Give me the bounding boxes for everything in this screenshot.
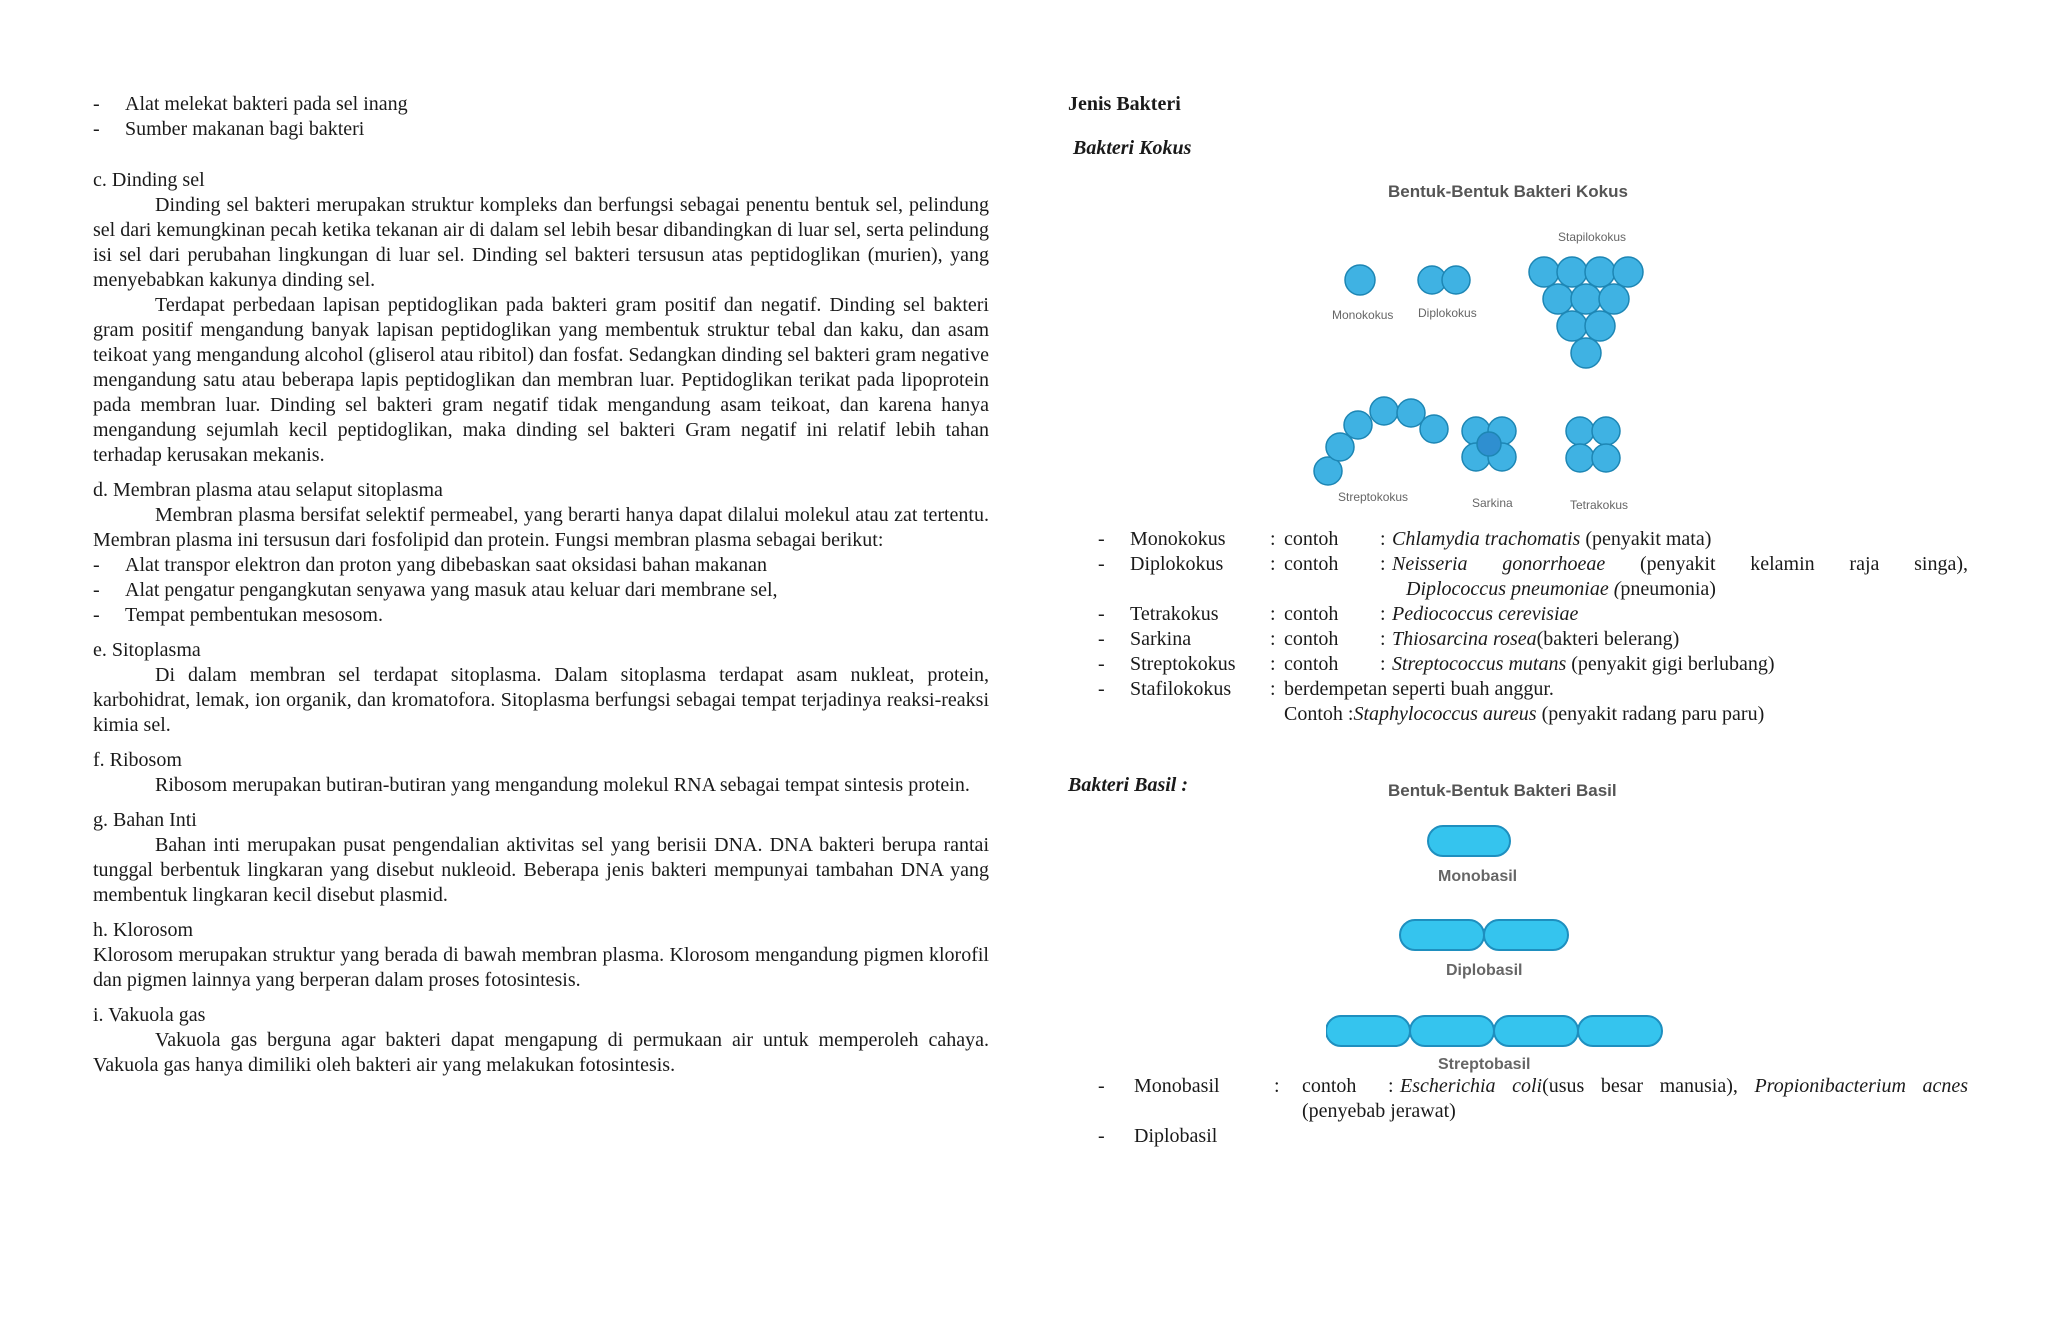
stapilokokus-cell [1585, 311, 1615, 341]
section-heading-membran-plasma: d. Membran plasma atau selaput sitoplasma [93, 479, 443, 501]
streptokokus-cell [1370, 397, 1398, 425]
list-item: - Tetrakokus : contoh : Pediococcus cerevisiae [1098, 603, 1579, 625]
streptobasil-label: Streptobasil [1438, 1056, 1531, 1073]
paragraph: Ribosom merupakan butiran-butiran yang mengandung molekul RNA sebagai tempat sintesis protein. [155, 774, 970, 796]
stapilokokus-cell [1571, 338, 1601, 368]
tetrakokus-cell [1566, 444, 1594, 472]
diplokokus-label: Diplokokus [1418, 306, 1477, 320]
kokus-heading: Bakteri Kokus [1073, 137, 1192, 159]
streptokokus-cell [1344, 411, 1372, 439]
kokus-figure [1308, 173, 1728, 513]
stapilokokus-cell [1557, 257, 1587, 287]
list-item: - Diplobasil [1098, 1125, 1218, 1147]
stapilokokus-cell [1613, 257, 1643, 287]
paragraph: Membran plasma bersifat selektif permeabel, yang berarti hanya dapat dilalui molekul atau zat tertentu. Membran plasma ini tersusun dari fosfolipid dan protein. Fungsi membran plasma sebagai berikut: [93, 504, 989, 551]
paragraph: Klorosom merupakan struktur yang berada di bawah membran plasma. Klorosom mengandung pigmen klorofil dan pigmen lainnya yang berperan dalam proses fotosintesis. [93, 944, 989, 991]
tetrakokus-cell [1592, 417, 1620, 445]
sarkina-cell [1477, 432, 1501, 456]
diplokokus-cell [1442, 266, 1470, 294]
stapilokokus-cell [1599, 284, 1629, 314]
diplobasil-cell [1484, 920, 1568, 950]
right-column [1068, 92, 1968, 1149]
kokus-diagram [1308, 173, 1728, 513]
stapilokokus-cell [1571, 284, 1601, 314]
kokus-list [1098, 527, 1968, 727]
monobasil-cell [1428, 826, 1510, 856]
stapilokokus-cell [1585, 257, 1615, 287]
section-heading-ribosom: f. Ribosom [93, 749, 182, 771]
streptobasil-cell [1326, 1016, 1410, 1046]
section-heading-dinding-sel: c. Dinding sel [93, 169, 205, 191]
paragraph: Terdapat perbedaan lapisan peptidoglikan pada bakteri gram positif dan negatif. Dinding sel bakteri gram positif mengandung banyak lapisan peptidoglikan yang membentuk struktur tebal dan kaku, dan asam teikoat yang mengandung alcohol (gliserol atau ribitol) dan fosfat. Sedangkan dinding sel bakteri gram negative mengandung satu atau beberapa lapis peptidoglikan dan membran luar. Peptidoglikan terikat pada lipoprotein pada membran luar. Dinding sel bakteri gram negatif tidak mengandung asam teikoat, dan karena hanya mengandung sejumlah kecil peptidoglikan, maka dinding sel bakteri Gram negatif ini relatif lebih tahan terhadap kerusakan mekanis. [93, 294, 989, 466]
streptokokus-label: Streptokokus [1338, 490, 1409, 504]
streptokokus-cell [1420, 415, 1448, 443]
monokokus-label: Monokokus [1332, 308, 1394, 322]
diplobasil-cell [1400, 920, 1484, 950]
section-heading-vakuola-gas: i. Vakuola gas [93, 1004, 206, 1026]
section-heading-bahan-inti: g. Bahan Inti [93, 809, 197, 831]
list-item: - Sumber makanan bagi bakteri [93, 118, 365, 140]
list-item: Contoh :Staphylococcus aureus (penyakit radang paru paru) [1284, 703, 1765, 725]
sarkina-label: Sarkina [1472, 496, 1513, 510]
stapilokokus-label: Stapilokokus [1558, 230, 1627, 244]
list-item: - Streptokokus : contoh : Streptococcus mutans (penyakit gigi berlubang) [1098, 653, 1775, 675]
basil-heading: Bakteri Basil : [1068, 774, 1189, 796]
streptobasil-cell [1578, 1016, 1662, 1046]
list-item: - Alat pengatur pengangkutan senyawa yang masuk atau keluar dari membrane sel, [93, 579, 778, 601]
streptobasil-cell [1494, 1016, 1578, 1046]
paragraph: Bahan inti merupakan pusat pengendalian aktivitas sel yang berisii DNA. DNA bakteri berupa rantai tunggal berbentuk lingkaran yang disebut nukleoid. Beberapa jenis bakteri mempunyai tambahan DNA yang membentuk lingkaran kecil disebut plasmid. [93, 834, 989, 906]
basil-diagram [1326, 778, 1686, 1078]
list-item: - Alat melekat bakteri pada sel inang [93, 93, 408, 115]
list-item: - Monobasil : contoh : Escherichia coli(usus besar manusia), Propionibacterium acnes [1098, 1075, 1968, 1097]
monokokus-cell [1345, 265, 1375, 295]
paragraph: Vakuola gas berguna agar bakteri dapat mengapung di permukaan air untuk memperoleh cahaya. Vakuola gas hanya dimiliki oleh bakteri air yang melakukan fotosintesis. [93, 1029, 989, 1076]
list-item: - Monokokus : contoh : Chlamydia trachomatis (penyakit mata) [1098, 528, 1712, 550]
list-item: - Diplokokus : contoh : Neisseria gonorrhoeae (penyakit kelamin raja singa), [1098, 553, 1968, 575]
section-heading-klorosom: h. Klorosom [93, 919, 193, 941]
page-title: Jenis Bakteri [1068, 93, 1181, 115]
paragraph: Dinding sel bakteri merupakan struktur kompleks dan berfungsi sebagai penentu bentuk sel, pelindung sel dari kemungkinan pecah ketika tekanan air di dalam sel lebih besar dibandingkan di luar sel, serta pelindung isi sel dari perubahan lingkungan di luar sel. Dinding sel bakteri tersusun atas peptidoglikan (murien), yang menyebabkan kakunya dinding sel. [93, 194, 989, 291]
section-heading-sitoplasma: e. Sitoplasma [93, 639, 201, 661]
tetrakokus-label: Tetrakokus [1570, 498, 1629, 512]
diplobasil-label: Diplobasil [1446, 962, 1523, 979]
stapilokokus-cell [1557, 311, 1587, 341]
list-item: - Alat transpor elektron dan proton yang dibebaskan saat oksidasi bahan makanan [93, 554, 768, 576]
list-item: - Tempat pembentukan mesosom. [93, 604, 383, 626]
paragraph: Di dalam membran sel terdapat sitoplasma. Dalam sitoplasma terdapat asam nukleat, protein, karbohidrat, lemak, ion organik, dan kromatofora. Sitoplasma berfungsi sebagai tempat terjadinya reaksi-reaksi kimia sel. [93, 664, 989, 736]
tetrakokus-cell [1566, 417, 1594, 445]
basil-list [1098, 1074, 1968, 1149]
kokus-figure-title: Bentuk-Bentuk Bakteri Kokus [1388, 182, 1628, 201]
streptobasil-cell [1410, 1016, 1494, 1046]
monobasil-label: Monobasil [1438, 868, 1518, 885]
list-item: (penyebab jerawat) [1302, 1100, 1456, 1122]
left-column [93, 92, 989, 1078]
basil-figure-title: Bentuk-Bentuk Bakteri Basil [1388, 781, 1617, 800]
list-item: - Stafilokokus : berdempetan seperti buah anggur. [1098, 678, 1554, 700]
list-item: - Sarkina : contoh : Thiosarcina rosea(bakteri belerang) [1098, 628, 1680, 650]
stapilokokus-cell [1543, 284, 1573, 314]
stapilokokus-cell [1529, 257, 1559, 287]
basil-figure [1326, 778, 1686, 1078]
list-item: Diplococcus pneumoniae (pneumonia) [1406, 578, 1716, 600]
tetrakokus-cell [1592, 444, 1620, 472]
